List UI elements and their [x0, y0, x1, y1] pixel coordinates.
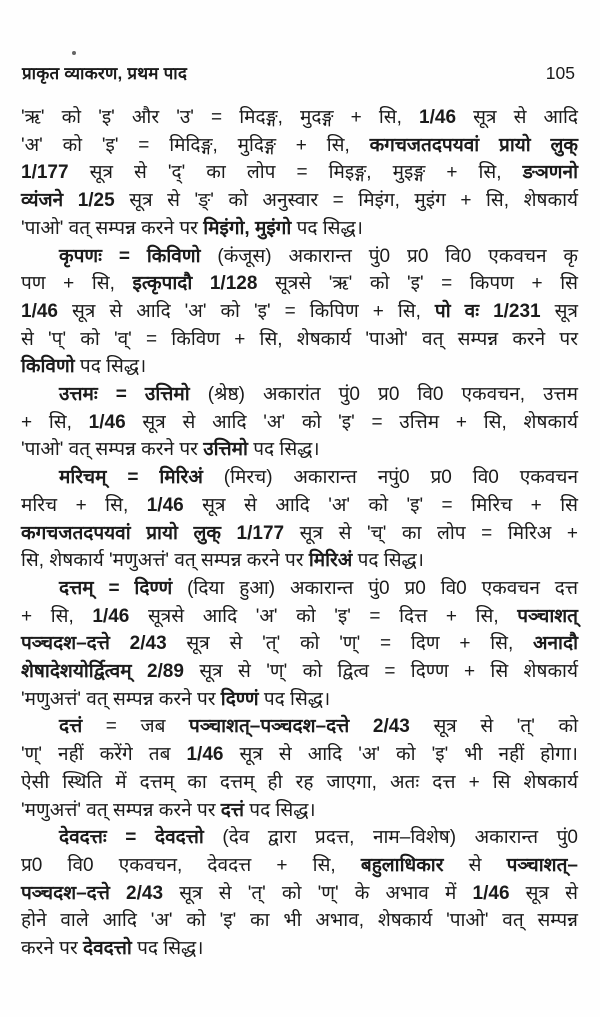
- text-segment: सूत्र से आदि 'अ' को 'इ' = मिरिच + सि: [183, 494, 578, 516]
- text-segment: सूत्र से 'त्' को 'ण्' = दिण + सि,: [166, 633, 533, 655]
- text-segment: मरिच + सि,: [21, 494, 147, 516]
- text-line: [21, 464, 578, 492]
- bold-text-segment: पञ्चाशत्–पञ्चदश–दत्ते 2/43: [189, 716, 410, 738]
- text-line: [21, 326, 578, 354]
- bold-text-segment: किविणो: [21, 356, 75, 378]
- text-line: [21, 852, 578, 880]
- bold-text-segment: मिरिअं: [308, 550, 353, 572]
- text-segment: पद सिद्ध।: [74, 356, 147, 378]
- text-segment: सूत्रसे आदि 'अ' को 'इ' = दित्त + सि,: [129, 605, 518, 627]
- paragraph: [21, 464, 578, 575]
- text-line: [21, 381, 578, 409]
- text-line: [21, 824, 578, 852]
- running-head-title: प्राकृत व्याकरण, प्रथम पाद: [22, 64, 188, 83]
- bold-text-segment: पञ्चदश–दत्ते 2/43: [21, 882, 164, 904]
- text-segment: = जब: [82, 716, 190, 738]
- bold-text-segment: अनादौ: [533, 633, 578, 655]
- text-segment: 'ण्' नहीं करेंगे तब: [21, 744, 187, 766]
- bold-text-segment: 1/177: [21, 162, 69, 184]
- text-segment: 'अ' को 'इ' = मिदिङ्ग, मुदिङ्ग + सि,: [21, 134, 370, 156]
- page-number: 105: [545, 63, 575, 83]
- bold-text-segment: देवदत्तो: [83, 938, 132, 960]
- text-line: [21, 935, 578, 963]
- paragraph: [21, 575, 578, 714]
- bold-text-segment: दिण्णं: [220, 688, 259, 710]
- bold-text-segment: देवदत्तः = देवदत्तो: [59, 827, 204, 849]
- text-line: [21, 547, 578, 575]
- bold-text-segment: उत्तमः = उत्तिमो: [59, 384, 190, 406]
- bold-text-segment: 1/46: [88, 411, 126, 433]
- text-segment: (दिया हुआ) अकारान्त पुं0 प्र0 वि0 एकवचन दत्त: [172, 577, 578, 599]
- text-line: [21, 243, 578, 271]
- text-line: [21, 520, 578, 548]
- paragraph: [21, 243, 578, 382]
- text-segment: सूत्र से 'द्' का लोप = मिइङ्ग, मुइङ्ग + सि,: [68, 162, 523, 184]
- bold-text-segment: पञ्चाशत्–: [506, 854, 578, 876]
- bold-text-segment: दत्तं: [59, 716, 83, 738]
- text-line: [21, 630, 578, 658]
- text-line: [21, 104, 578, 132]
- bold-text-segment: दत्तम् = दिण्णं: [59, 577, 173, 599]
- text-segment: सूत्र: [540, 300, 578, 322]
- bold-text-segment: दत्तं: [220, 799, 245, 821]
- text-segment: से: [443, 854, 507, 876]
- text-line: [21, 741, 578, 769]
- paragraph: [21, 713, 578, 824]
- text-line: [21, 492, 578, 520]
- text-line: [21, 769, 578, 797]
- paragraph: [21, 104, 578, 243]
- text-line: [21, 270, 578, 298]
- text-line: [21, 658, 578, 686]
- bold-text-segment: पो वः 1/231: [434, 300, 541, 322]
- text-segment: सूत्र से: [509, 882, 579, 904]
- bold-text-segment: कगचजतदपयवां प्रायो लुक् 1/177: [21, 522, 285, 544]
- text-segment: पद सिद्ध।: [244, 799, 316, 821]
- text-segment: सूत्र से 'ङ्' को अनुस्वार = मिइंग, मुइंग + सि, शेषकार्य: [114, 190, 579, 212]
- text-segment: पद सिद्ध।: [352, 550, 424, 572]
- text-line: [21, 686, 578, 714]
- text-segment: पद सिद्ध।: [291, 217, 363, 239]
- text-line: [21, 797, 578, 825]
- text-segment: पद सिद्ध।: [258, 688, 331, 710]
- text-segment: + सि,: [21, 411, 89, 433]
- text-segment: पण + सि,: [21, 273, 133, 295]
- text-segment: (मिरच) अकारान्त नपुं0 प्र0 वि0 एकवचन: [202, 467, 578, 489]
- text-line: [21, 353, 578, 381]
- text-line: [21, 436, 578, 464]
- bold-text-segment: उत्तिमो: [203, 439, 248, 461]
- text-segment: होने वाले आदि 'अ' को 'इ' का भी अभाव, शेषकार्य 'पाओ' वत् सम्पन्न: [21, 910, 578, 932]
- bold-text-segment: मिइंगो, मुइंगो: [203, 217, 292, 239]
- paragraph: [21, 824, 578, 963]
- bold-text-segment: बहुलाधिकार: [360, 854, 444, 876]
- text-line: [21, 159, 578, 187]
- text-segment: से 'प्' को 'व्' = किविण + सि, शेषकार्य 'पाओ' वत् सम्पन्न करने पर: [21, 328, 578, 350]
- bold-text-segment: कगचजतदपयवां प्रायो लुक्: [369, 134, 578, 156]
- text-segment: 'मणुअत्तं' वत् सम्पन्न करने पर: [21, 688, 221, 710]
- text-segment: सूत्र से आदि 'अ' को 'इ' = किपिण + सि,: [57, 300, 435, 322]
- text-line: [21, 907, 578, 935]
- scan-speck: [72, 51, 76, 55]
- bold-text-segment: 1/46: [21, 300, 58, 322]
- text-line: [21, 713, 578, 741]
- text-segment: 'पाओ' वत् सम्पन्न करने पर: [21, 439, 204, 461]
- bold-text-segment: ङञणनो: [522, 162, 578, 184]
- bold-text-segment: पञ्चाशत्: [517, 605, 579, 627]
- bold-text-segment: कृपणः = किविणो: [59, 245, 201, 267]
- text-segment: 'पाओ' वत् सम्पन्न करने पर: [21, 217, 204, 239]
- text-segment: (कंजूस) अकारान्त पुं0 प्र0 वि0 एकवचन कृ: [200, 245, 578, 267]
- text-line: [21, 603, 578, 631]
- text-segment: सूत्र से 'च्' का लोप = मिरिअ +: [284, 522, 578, 544]
- bold-text-segment: मरिचम् = मिरिअं: [59, 467, 203, 489]
- text-segment: 'मणुअत्तं' वत् सम्पन्न करने पर: [21, 799, 221, 821]
- bold-text-segment: 1/46: [146, 494, 184, 516]
- text-line: [21, 298, 578, 326]
- text-segment: सूत्र से आदि 'अ' को 'इ' = उत्तिम + सि, शेषकार्य: [125, 411, 578, 433]
- text-line: [21, 880, 578, 908]
- text-line: [21, 132, 578, 160]
- bold-text-segment: 1/46: [92, 605, 130, 627]
- text-segment: करने पर: [21, 938, 84, 960]
- text-segment: सूत्र से 'त्' को: [409, 716, 578, 738]
- page-body: [21, 104, 578, 963]
- text-line: [21, 409, 578, 437]
- text-segment: सूत्र से 'ण्' को द्वित्व = दिण्ण + सि शेषकार्य: [183, 661, 578, 683]
- text-line: [21, 215, 578, 243]
- paragraph: [21, 381, 578, 464]
- text-segment: प्र0 वि0 एकवचन, देवदत्त + सि,: [21, 854, 361, 876]
- text-line: [21, 187, 578, 215]
- text-segment: ऐसी स्थिति में दत्तम् का दत्तम् ही रह जाएगा, अतः दत्त + सि शेषकार्य: [21, 771, 578, 793]
- page-header: [22, 62, 575, 85]
- text-segment: सूत्र से 'त्' को 'ण्' के अभाव में: [163, 882, 473, 904]
- bold-text-segment: शेषादेशयोर्द्वित्वम् 2/89: [21, 661, 184, 683]
- text-segment: (देव द्वारा प्रदत्त, नाम–विशेष) अकारान्त पुं0: [203, 827, 579, 849]
- bold-text-segment: 1/46: [419, 107, 457, 128]
- text-segment: पद सिद्ध।: [247, 439, 320, 461]
- bold-text-segment: 1/46: [472, 882, 510, 904]
- text-segment: 'ऋ' को 'इ' और 'उ' = मिदङ्ग, मुदङ्ग + सि,: [21, 107, 420, 128]
- bold-text-segment: 1/46: [186, 744, 224, 766]
- text-segment: सि, शेषकार्य 'मणुअत्तं' वत् सम्पन्न करने पर: [21, 550, 309, 572]
- text-segment: सूत्र से आदि 'अ' को 'इ' भी नहीं होगा।: [223, 744, 578, 766]
- text-segment: + सि,: [21, 605, 93, 627]
- text-segment: सूत्रसे 'ऋ' को 'इ' = किपण + सि: [257, 273, 578, 295]
- text-segment: (श्रेष्ठ) अकारांत पुं0 प्र0 वि0 एकवचन, उत्तम: [189, 384, 578, 406]
- bold-text-segment: इत्कृपादौ 1/128: [132, 273, 258, 295]
- text-segment: पद सिद्ध।: [131, 938, 204, 960]
- bold-text-segment: व्यंजने 1/25: [21, 190, 115, 212]
- bold-text-segment: पञ्चदश–दत्ते 2/43: [21, 633, 167, 655]
- text-line: [21, 575, 578, 603]
- text-segment: सूत्र से आदि: [456, 107, 578, 128]
